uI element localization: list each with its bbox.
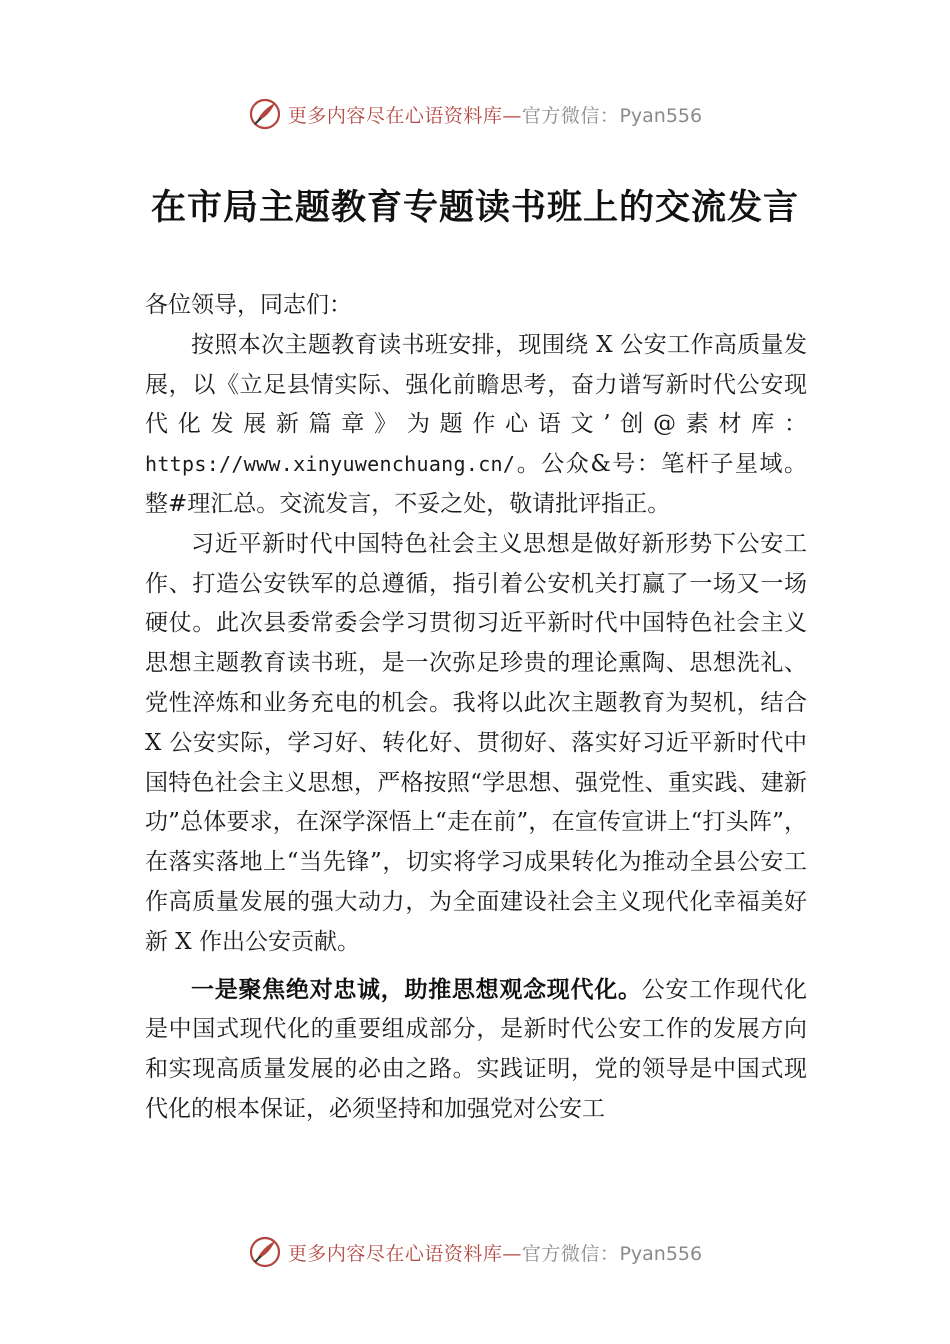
document-body (145, 286, 807, 1130)
banner-wechat-id: Pyan556 (619, 104, 703, 127)
header-banner (0, 94, 950, 134)
banner-separator: — (502, 104, 522, 127)
intro-text-a: 按照本次主题教育读书班安排，现围绕 X 公安工作高质量发展，以《立足县情实际、强化前瞻思考，奋力谱写新时代公安现代化发展新篇章》为题作心语文’创@素材库： (145, 331, 807, 438)
footer-banner (0, 1232, 950, 1272)
banner-slogan: 更多内容尽在心语资料库 (287, 1242, 503, 1265)
source-url: https://www.xinyuwenchuang.cn/ (145, 452, 516, 477)
paragraph-section-one (145, 971, 807, 1130)
intro-text-b: 。公众&号：笔杆子星域。整#理汇总。交流发言，不妥之处，敬请批评指正。 (145, 451, 807, 517)
banner-wechat-label: 官方微信： (521, 1242, 620, 1265)
banner-text (288, 1239, 702, 1266)
section-one-heading: 一是聚焦绝对忠诚，助推思想观念现代化。 (191, 976, 642, 1003)
banner-wechat-id: Pyan556 (619, 1242, 703, 1265)
document-title: 在市局主题教育专题读书班上的交流发言 (150, 187, 799, 228)
banner-wechat-label: 官方微信： (521, 104, 620, 127)
paragraph-intro (145, 326, 807, 525)
quill-pen-icon (248, 97, 282, 131)
paragraph-main: 习近平新时代中国特色社会主义思想是做好新形势下公安工作、打造公安铁军的总遵循，指引着公安机关打赢了一场又一场硬仗。此次县委常委会学习贯彻习近平新时代中国特色社会主义思想主题教育读书班，是一次弥足珍贵的理论熏陶、思想洗礼、党性淬炼和业务充电的机会。我将以此次主题教育为契机，结合 X 公安实际，学习好、转化好、贯彻好、落实好习近平新时代中国特色社会主义思想，严格按照“学思想、强党性、重实践、建新功”总体要求，在深学深悟上“走在前”，在宣传宣讲上“打头阵”，在落实落地上“当先锋”，切实将学习成果转化为推动全县公安工作高质量发展的强大动力，为全面建设社会主义现代化幸福美好新 X 作出公安贡献。 (145, 530, 807, 955)
banner-separator: — (502, 1242, 522, 1265)
banner-text (288, 101, 702, 128)
banner-slogan: 更多内容尽在心语资料库 (287, 104, 503, 127)
quill-pen-icon (248, 1235, 282, 1269)
section-one-body: 公安工作现代化是中国式现代化的重要组成部分，是新时代公安工作的发展方向和实现高质量发展的必由之路。实践证明，党的领导是中国式现代化的根本保证，必须坚持和加强党对公安工 (145, 976, 808, 1122)
salutation: 各位领导，同志们： (145, 292, 352, 318)
